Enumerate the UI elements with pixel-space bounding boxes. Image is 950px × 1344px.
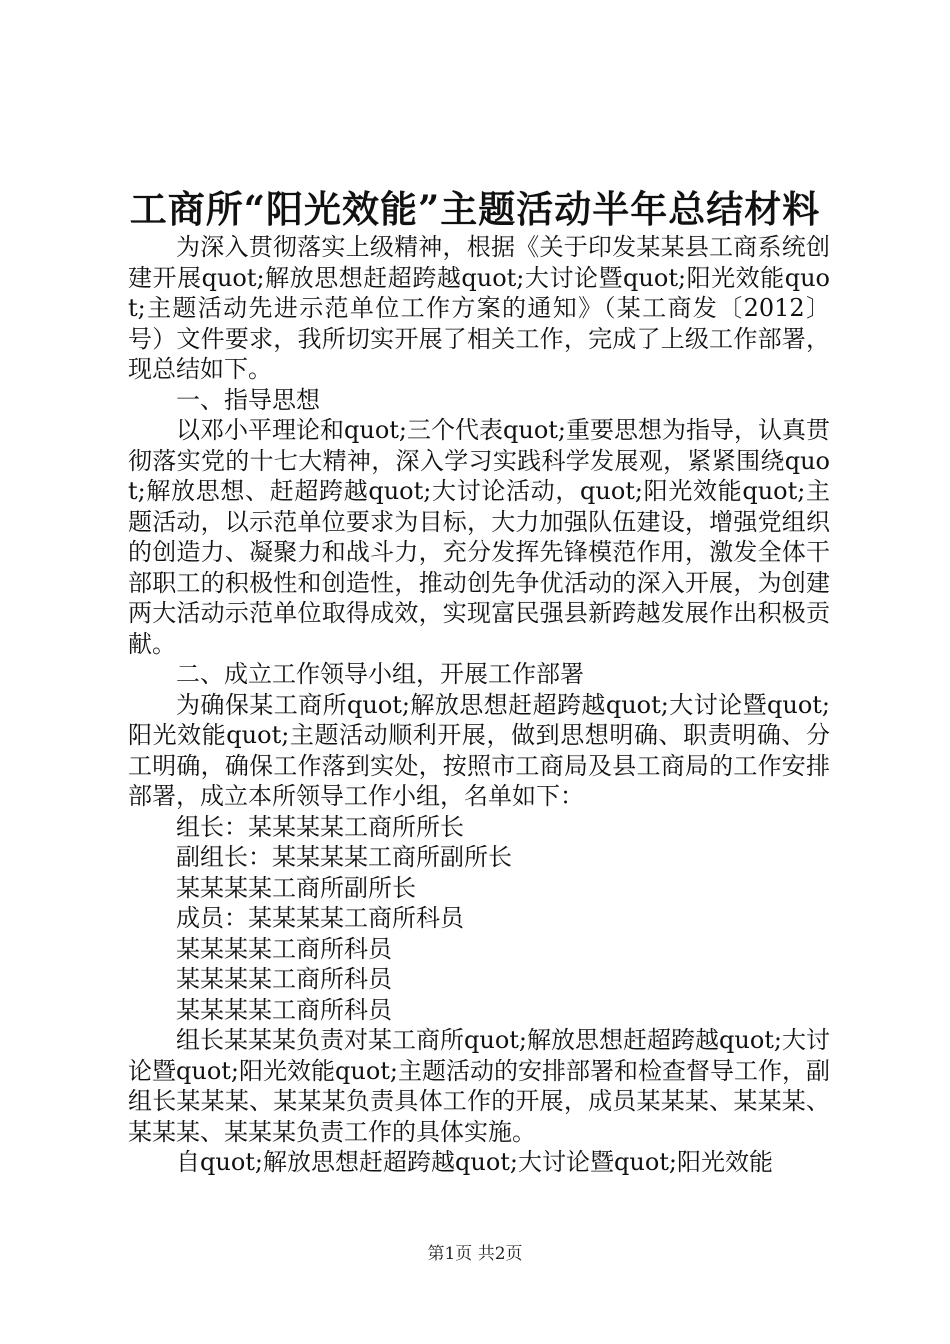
member-list-item: 副组长：某某某某工商所副所长 [176, 843, 512, 871]
closing-paragraph: 自quot;解放思想赶超跨越quot;大讨论暨quot;阳光效能 [176, 1148, 773, 1176]
member-list-item: 成员：某某某某工商所科员 [176, 904, 464, 932]
section-heading-leadership-group: 二、成立工作领导小组，开展工作部署 [176, 660, 584, 688]
section-heading-guiding-thought: 一、指导思想 [176, 385, 320, 414]
member-list-item: 某某某某工商所副所长 [176, 873, 416, 902]
ensure-paragraph: 为确保某工商所quot;解放思想赶超跨越quot;大讨论暨quot;阳光效能quot;主题活动顺利开展，做到思想明确、职责明确、分工明确，确保工作落到实处，按照市工商局及县工商局的工作安排部署，成立本所领导工作小组，名单如下： [128, 690, 830, 810]
member-list [128, 812, 830, 1026]
member-list-item: 某某某某工商所科员 [176, 995, 392, 1024]
member-list-item: 某某某某工商所科员 [176, 934, 392, 963]
intro-paragraph: 为深入贯彻落实上级精神，根据《关于印发某某县工商系统创建开展quot;解放思想赶超跨越quot;大讨论暨quot;阳光效能quot;主题活动先进示范单位工作方案的通知》（某工商发〔2012〕号）文件要求，我所切实开展了相关工作，完成了上级工作部署，现总结如下。 [128, 233, 830, 383]
document-title: 工商所“阳光效能”主题活动半年总结材料 [129, 187, 821, 231]
member-list-item: 组长：某某某某工商所所长 [176, 812, 464, 841]
guiding-thought-paragraph: 以邓小平理论和quot;三个代表quot;重要思想为指导，认真贯彻落实党的十七大精神，深入学习实践科学发展观，紧紧围绕quot;解放思想、赶超跨越quot;大讨论活动，quot;阳光效能quot;主题活动，以示范单位要求为目标，大力加强队伍建设，增强党组织的创造力、凝聚力和战斗力，充分发挥先锋模范作用，激发全体干部职工的积极性和创造性，推动创先争优活动的深入开展，为创建两大活动示范单位取得成效，实现富民强县新跨越发展作出积极贡献。 [128, 416, 830, 658]
member-list-item: 某某某某工商所科员 [176, 965, 392, 993]
duties-paragraph: 组长某某某负责对某工商所quot;解放思想赶超跨越quot;大讨论暨quot;阳光效能quot;主题活动的安排部署和检查督导工作，副组长某某某、某某某负责具体工作的开展，成员某某某、某某某、某某某、某某某负责工作的具体实施。 [128, 1026, 830, 1146]
page-footer: 第1页 共2页 [427, 1244, 523, 1264]
document-body [128, 232, 830, 1178]
